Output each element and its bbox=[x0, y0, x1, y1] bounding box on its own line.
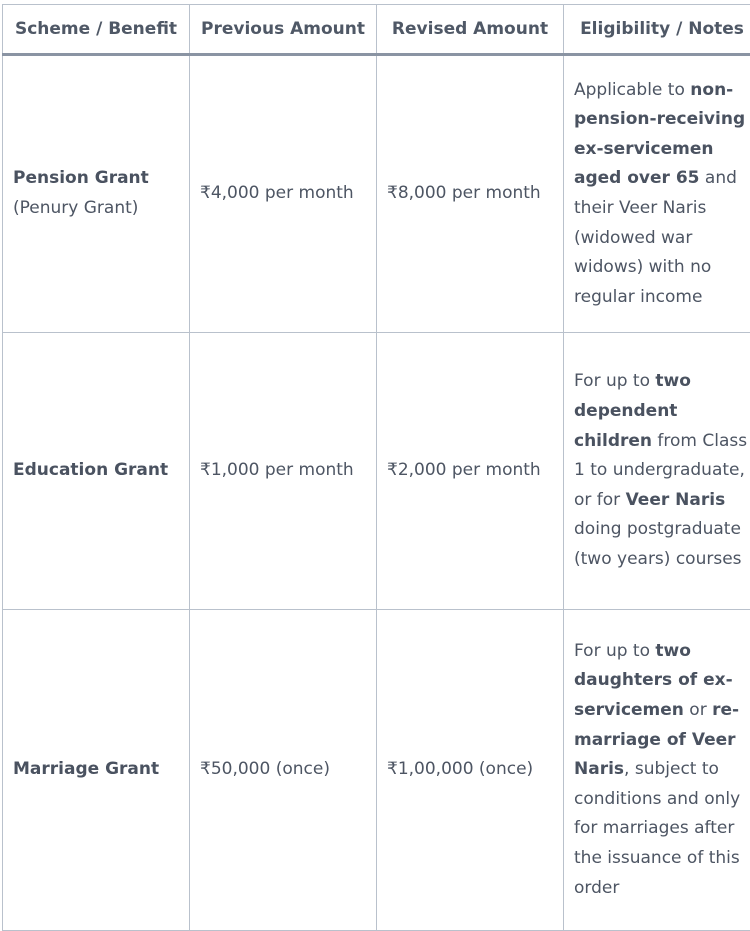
table-header-row bbox=[3, 5, 750, 55]
revised-amount-cell: ₹8,000 per month bbox=[377, 55, 564, 333]
notes-emphasis: two daughters of ex-servicemen bbox=[574, 641, 733, 720]
scheme-name: Marriage Grant bbox=[13, 759, 159, 779]
previous-amount-cell: ₹1,000 per month bbox=[190, 333, 377, 610]
header-previous-amount: Previous Amount bbox=[190, 5, 377, 55]
scheme-cell bbox=[3, 610, 190, 931]
header-scheme: Scheme / Benefit bbox=[3, 5, 190, 55]
table-row bbox=[3, 333, 750, 610]
notes-text: For up to bbox=[574, 371, 655, 391]
notes-emphasis: two dependent children bbox=[574, 371, 691, 450]
scheme-cell bbox=[3, 333, 190, 610]
notes-text: doing postgraduate (two years) courses bbox=[574, 519, 742, 569]
eligibility-notes-cell bbox=[564, 610, 750, 931]
notes-text: and their Veer Naris (widowed war widows) with no regular income bbox=[574, 168, 737, 306]
scheme-name: Education Grant bbox=[13, 460, 168, 480]
header-eligibility-notes: Eligibility / Notes bbox=[564, 5, 750, 55]
table-row bbox=[3, 55, 750, 333]
scheme-name: Pension Grant bbox=[13, 168, 149, 188]
revised-amount-cell: ₹1,00,000 (once) bbox=[377, 610, 564, 931]
grants-table bbox=[2, 4, 750, 931]
eligibility-notes-cell bbox=[564, 333, 750, 610]
notes-emphasis: non-pension-receiving ex-servicemen aged over 65 bbox=[574, 80, 745, 189]
notes-text: from Class 1 to undergraduate, or for bbox=[574, 431, 747, 510]
eligibility-notes-cell bbox=[564, 55, 750, 333]
notes-text: Applicable to bbox=[574, 80, 690, 100]
notes-text: , subject to conditions and only for marriages after the issuance of this order bbox=[574, 759, 740, 897]
table-row bbox=[3, 610, 750, 931]
notes-emphasis: re-marriage of Veer Naris bbox=[574, 700, 739, 779]
scheme-cell bbox=[3, 55, 190, 333]
header-revised-amount: Revised Amount bbox=[377, 5, 564, 55]
previous-amount-cell: ₹4,000 per month bbox=[190, 55, 377, 333]
notes-text: For up to bbox=[574, 641, 655, 661]
revised-amount-cell: ₹2,000 per month bbox=[377, 333, 564, 610]
notes-emphasis: Veer Naris bbox=[626, 490, 726, 510]
notes-text: or bbox=[684, 700, 712, 720]
scheme-subtitle: (Penury Grant) bbox=[13, 198, 138, 218]
previous-amount-cell: ₹50,000 (once) bbox=[190, 610, 377, 931]
